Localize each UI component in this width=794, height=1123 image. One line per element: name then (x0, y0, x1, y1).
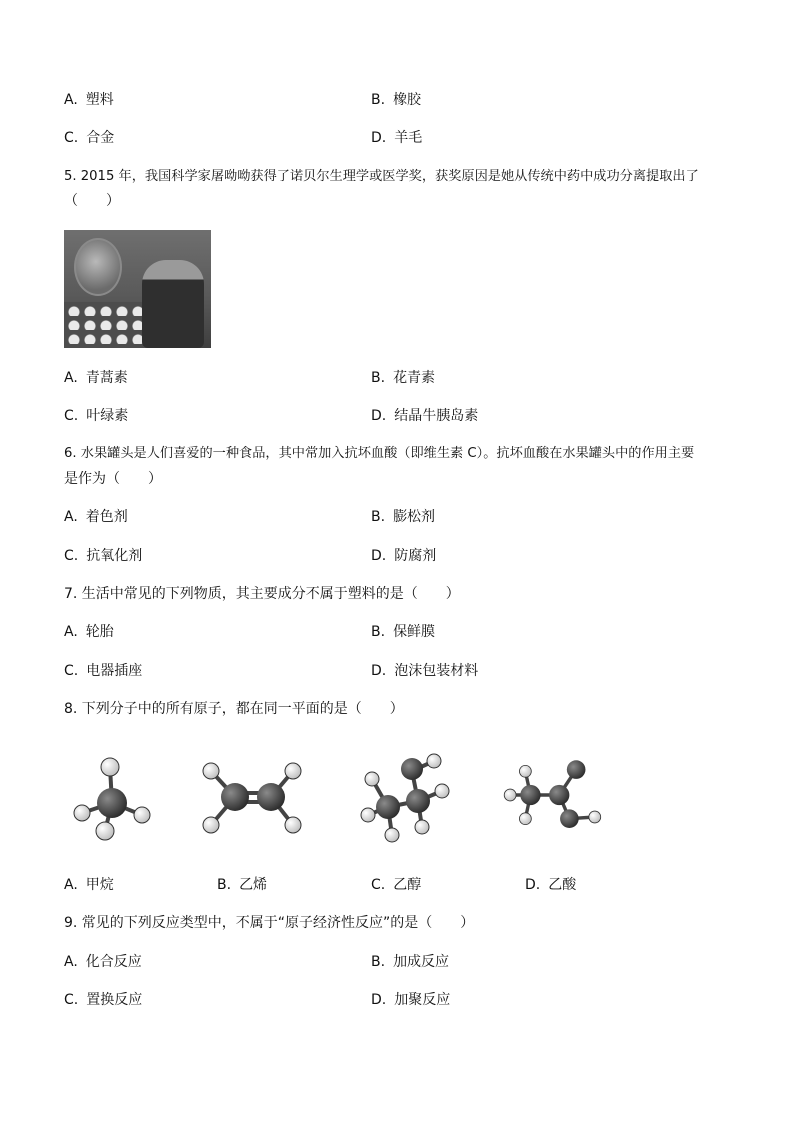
option-label: A. (64, 509, 78, 525)
option-text: 橡胶 (393, 92, 422, 108)
q9-option-d[interactable] (371, 990, 450, 1010)
q9-option-b[interactable] (371, 952, 449, 972)
option-text: 加成反应 (393, 954, 450, 970)
q5-option-c[interactable] (64, 406, 128, 426)
q6-stem-continued: 是作为（ ） (64, 471, 162, 487)
option-text: 泡沫包装材料 (394, 663, 479, 679)
q7-option-b[interactable] (371, 622, 435, 642)
option-label: A. (64, 370, 78, 386)
q5-stem-blank: （ ） (64, 193, 120, 209)
q9-option-c[interactable] (64, 990, 142, 1010)
q6-stem: 6. 水果罐头是人们喜爱的一种食品，其中常加入抗坏血酸（即维生素 C）。抗坏血酸在水果罐头中的作用主要 (64, 446, 695, 461)
methane-model-image (60, 745, 170, 845)
option-label: D. (525, 877, 541, 893)
option-text: 保鲜膜 (393, 624, 436, 640)
option-text: 加聚反应 (394, 992, 451, 1008)
ethanol-model-image (360, 745, 470, 845)
q9-stem: 9. 常见的下列反应类型中，不属于“原子经济性反应”的是（ ） (64, 915, 475, 931)
option-label: C. (64, 992, 79, 1008)
flowers-image (64, 302, 154, 348)
option-text: 防腐剂 (394, 548, 437, 564)
option-text: 化合反应 (85, 954, 142, 970)
option-text: 电器插座 (86, 663, 143, 679)
q6-option-c[interactable] (64, 546, 142, 566)
option-label: B. (371, 954, 386, 970)
q8-option-a[interactable] (64, 875, 114, 895)
q7-option-a[interactable] (64, 622, 114, 642)
nobel-medal-image (74, 238, 122, 296)
option-label: C. (64, 130, 79, 146)
option-text: 轮胎 (85, 624, 114, 640)
option-label: B. (217, 877, 232, 893)
option-text: 羊毛 (394, 130, 423, 146)
option-text: 乙烯 (239, 877, 268, 893)
option-label: C. (371, 877, 386, 893)
person-image (142, 260, 204, 348)
q8-option-c[interactable] (371, 875, 421, 895)
q5-option-b[interactable] (371, 368, 435, 388)
option-text: 塑料 (85, 92, 114, 108)
q5-option-a[interactable] (64, 368, 128, 388)
option-text: 叶绿素 (86, 408, 129, 424)
option-label: C. (64, 408, 79, 424)
q6-option-a[interactable] (64, 507, 128, 527)
q7-option-d[interactable] (371, 661, 478, 681)
option-label: B. (371, 624, 386, 640)
option-text: 抗氧化剂 (86, 548, 143, 564)
option-label: A. (64, 92, 78, 108)
q8-option-d[interactable] (525, 875, 576, 895)
option-text: 乙醇 (393, 877, 422, 893)
q8-option-b[interactable] (217, 875, 267, 895)
q5-stem: 5. 2015 年，我国科学家屠呦呦获得了诺贝尔生理学或医学奖，获奖原因是她从传统中药中成功分离提取出了 (64, 169, 699, 184)
q8-stem: 8. 下列分子中的所有原子，都在同一平面的是（ ） (64, 701, 404, 717)
q5-photo-nobel-laureate (64, 230, 211, 348)
option-text: 甲烷 (85, 877, 114, 893)
option-label: D. (371, 408, 387, 424)
q4-option-b[interactable] (371, 90, 421, 110)
q5-option-d[interactable] (371, 406, 478, 426)
option-text: 置换反应 (86, 992, 143, 1008)
option-label: A. (64, 877, 78, 893)
q4-option-c[interactable] (64, 128, 114, 148)
option-label: B. (371, 370, 386, 386)
option-label: B. (371, 92, 386, 108)
option-label: D. (371, 992, 387, 1008)
option-label: C. (64, 548, 79, 564)
q6-option-b[interactable] (371, 507, 435, 527)
option-text: 花青素 (393, 370, 436, 386)
q6-option-d[interactable] (371, 546, 436, 566)
ethylene-model-image (195, 745, 305, 845)
q7-stem: 7. 生活中常见的下列物质，其主要成分不属于塑料的是（ ） (64, 586, 460, 602)
option-label: C. (64, 663, 79, 679)
acetic-acid-model-image (500, 745, 610, 845)
q4-option-d[interactable] (371, 128, 422, 148)
q9-option-a[interactable] (64, 952, 142, 972)
option-label: D. (371, 548, 387, 564)
q7-option-c[interactable] (64, 661, 142, 681)
option-label: D. (371, 130, 387, 146)
option-label: A. (64, 624, 78, 640)
option-text: 结晶牛胰岛素 (394, 408, 479, 424)
option-text: 合金 (86, 130, 115, 146)
option-text: 着色剂 (85, 509, 128, 525)
option-text: 乙酸 (548, 877, 577, 893)
option-label: B. (371, 509, 386, 525)
option-label: A. (64, 954, 78, 970)
option-text: 青蒿素 (85, 370, 128, 386)
q4-option-a[interactable] (64, 90, 114, 110)
option-label: D. (371, 663, 387, 679)
option-text: 膨松剂 (393, 509, 436, 525)
